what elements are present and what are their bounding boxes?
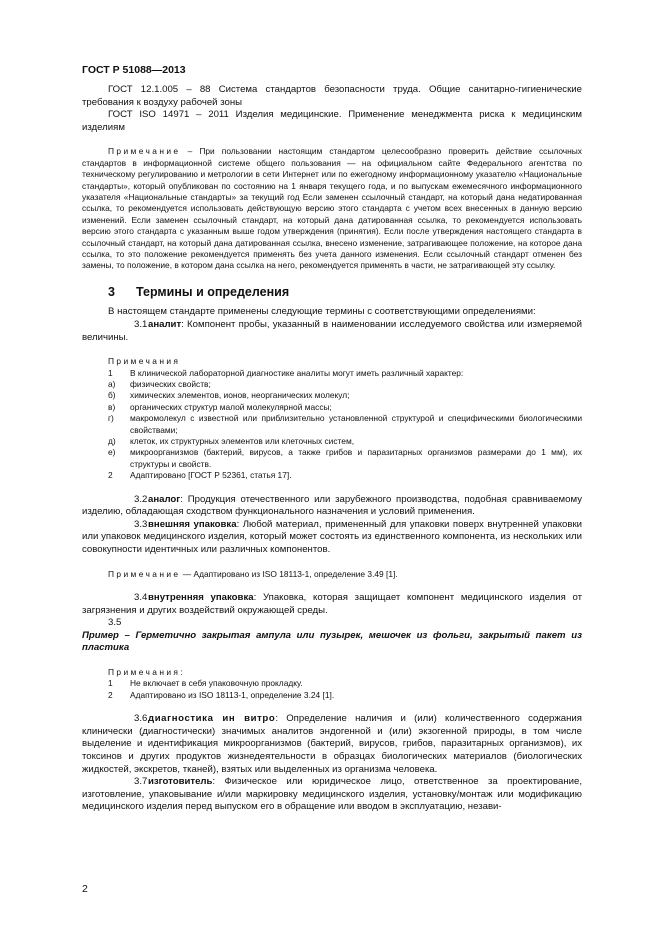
term-definition: : Определение наличия и (или) количественного содержания клинически (диагностически) значимых аналитов эндогенной и (или) экзогенной природы, в том числе выделение и идентификация микроорганизмов (бактерий, вирусов, грибов, паразитарных организмов), их токсинов и других продуктов жизнедеятельности в образцах биологических материалов (биологических жидкостей, экскретов, тканей), взятых или выделенных из организма человека. [82, 713, 582, 775]
list-text: Адаптировано [ГОСТ Р 52361, статья 17]. [130, 470, 292, 481]
term-name: аналог [148, 493, 181, 505]
page-header: ГОСТ Р 51088—2013 [82, 64, 186, 76]
list-item [82, 413, 582, 436]
list-marker: 1 [108, 367, 113, 378]
list-text: макромолекул с известной или приблизительно установленной структурой и специфическими биологическими свойствами; [130, 413, 582, 435]
note-label: Примечание [108, 146, 181, 157]
list-item [82, 447, 582, 470]
term-definition: : Компонент пробы, указанный в наименовании исследуемого свойства или измеряемой величины. [82, 319, 582, 343]
list-marker: 2 [108, 689, 113, 700]
list-marker: 2 [108, 470, 113, 481]
term-definition: : Физическое или юридическое лицо, ответственное за проектирование, изготовление, упаковывание и/или маркировку медицинского изделия, установку/монтаж или модификацию медицинского изделия перед выпуском его в обращение или вводом в эксплуатацию, незави- [82, 776, 582, 813]
term-number: 3.6 [134, 713, 148, 725]
list-marker: а) [108, 379, 116, 390]
page-body [82, 84, 582, 814]
list-marker: 1 [108, 678, 113, 689]
term-number: 3.4 [134, 592, 148, 604]
term-name: внешняя упаковка [148, 518, 237, 530]
term-number: 3.2 [134, 493, 148, 505]
term-3-5-number [82, 617, 582, 630]
note-referenced-standards [82, 146, 582, 271]
term-number: 3.7 [134, 776, 148, 788]
reference-2: ГОСТ ISO 14971 – 2011 Изделия медицинские. Применение менеджмента риска к медицинским изделиям [82, 109, 582, 133]
list-text: Адаптировано из ISO 18113-1, определение 3.24 [1]. [130, 689, 335, 700]
term-3-2 [82, 494, 582, 519]
list-text: клеток, их структурных элементов или клеточных систем, [130, 436, 355, 447]
list-marker: д) [108, 436, 116, 447]
notes-label: Примечания: [108, 667, 186, 678]
term-3-5-example: Пример – Герметично закрытая ампула или пузырек, мешочек из фольги, закрытый пакет из пластика [82, 629, 582, 654]
term-definition: : Любой материал, примененный для упаковки поверх внутренней упаковки или упаковок медицинского изделия, который может состоять из единственного компонента, из нескольких или совокупности идентичных или различных компонентов. [82, 518, 582, 556]
term-3-1 [82, 319, 582, 344]
term-name: аналит [148, 319, 182, 331]
list-marker: г) [108, 413, 114, 424]
section-title: Термины и определения [136, 284, 290, 299]
notes-label: Примечания [108, 356, 181, 367]
term-3-6 [82, 713, 582, 776]
page-number: 2 [82, 883, 88, 895]
note-text: – При пользовании настоящим стандартом целесообразно проверить действие ссылочных стандартов в информационной системе общего пользования — на официальном сайте Федерального агентства по техническому регулированию и метрологии в сети Интернет или по ежегодному информационному указателю «Национальные стандарты», который опубликован по состоянию на 1 января текущего года, и по выпускам ежемесячного информационного указателя «Национальные стандарты» за текущий год Если заменен ссылочный стандарт, на который дана недатированная ссылка, то рекомендуется использовать действующую версию этого стандарта с учетом всех внесенных в данную версию изменений. Если заменен ссылочный стандарт, на который дана датированная ссылка, то рекомендуется использовать версию этого стандарта с указанным выше годом утверждения (принятия). Если после утверждения настоящего стандарта в ссылочный стандарт, на который дана датированная ссылка, внесено изменение, затрагивающее положение, на которое дана ссылка, то это положение рекомендуется применять без учета данного изменения. Если ссылочный стандарт отменен без замены, то положение, в котором дана ссылка на него, рекомендуется применять в части, не затрагивающей эту ссылку. [82, 146, 582, 271]
section-intro: В настоящем стандарте применены следующие термины с соответствующими определениями: [108, 306, 536, 318]
list-item [82, 436, 582, 447]
section-heading [82, 286, 582, 299]
term-3-4 [82, 592, 582, 617]
term-definition: : Продукция отечественного или зарубежного производства, подобная сравниваемому изделию, обладающая сходством функционального назначения и условий применения. [82, 493, 582, 518]
list-item [82, 390, 582, 401]
list-item [82, 402, 582, 413]
term-3-3 [82, 519, 582, 557]
list-text: микроорганизмов (бактерий, вирусов, а также грибов и паразитарных организмов размерами до 1 мм), их структуры и свойств. [130, 447, 582, 469]
list-item [82, 690, 582, 701]
term-3-7 [82, 776, 582, 814]
list-text: органических структур малой молекулярной массы; [130, 401, 332, 412]
notes-3-1 [82, 356, 582, 481]
notes-3-5 [82, 667, 582, 701]
term-name: внутренняя упаковка [148, 592, 254, 604]
reference-1: ГОСТ 12.1.005 – 88 Система стандартов безопасности труда. Общие санитарно-гигиенические требования к воздуху рабочей зоны [82, 84, 582, 108]
term-name: диагностика ин витро [148, 713, 276, 725]
list-text: В клинической лабораторной диагностике аналиты могут иметь различный характер: [130, 367, 464, 378]
list-item [82, 678, 582, 689]
list-marker: е) [108, 447, 116, 458]
term-name: изготовитель [148, 776, 213, 788]
list-text: Не включает в себя упаковочную прокладку. [130, 678, 303, 689]
term-number: 3.5 [108, 617, 122, 629]
term-number: 3.3 [134, 518, 148, 530]
note-text: — Адаптировано из ISO 18113-1, определение 3.49 [1]. [180, 568, 398, 579]
note-3-3 [82, 569, 582, 580]
list-marker: в) [108, 401, 116, 412]
list-item [82, 379, 582, 390]
list-item [82, 368, 582, 379]
list-marker: б) [108, 390, 116, 401]
list-text: химических элементов, ионов, неорганических молекул; [130, 390, 350, 401]
list-text: физических свойств; [130, 379, 211, 390]
section-number: 3 [108, 284, 115, 299]
note-label: Примечание [108, 568, 181, 579]
term-number: 3.1 [134, 319, 148, 331]
list-item [82, 470, 582, 481]
term-definition: : Упаковка, которая защищает компонент медицинского изделия от загрязнения и других воздействий окружающей среды. [82, 592, 583, 616]
